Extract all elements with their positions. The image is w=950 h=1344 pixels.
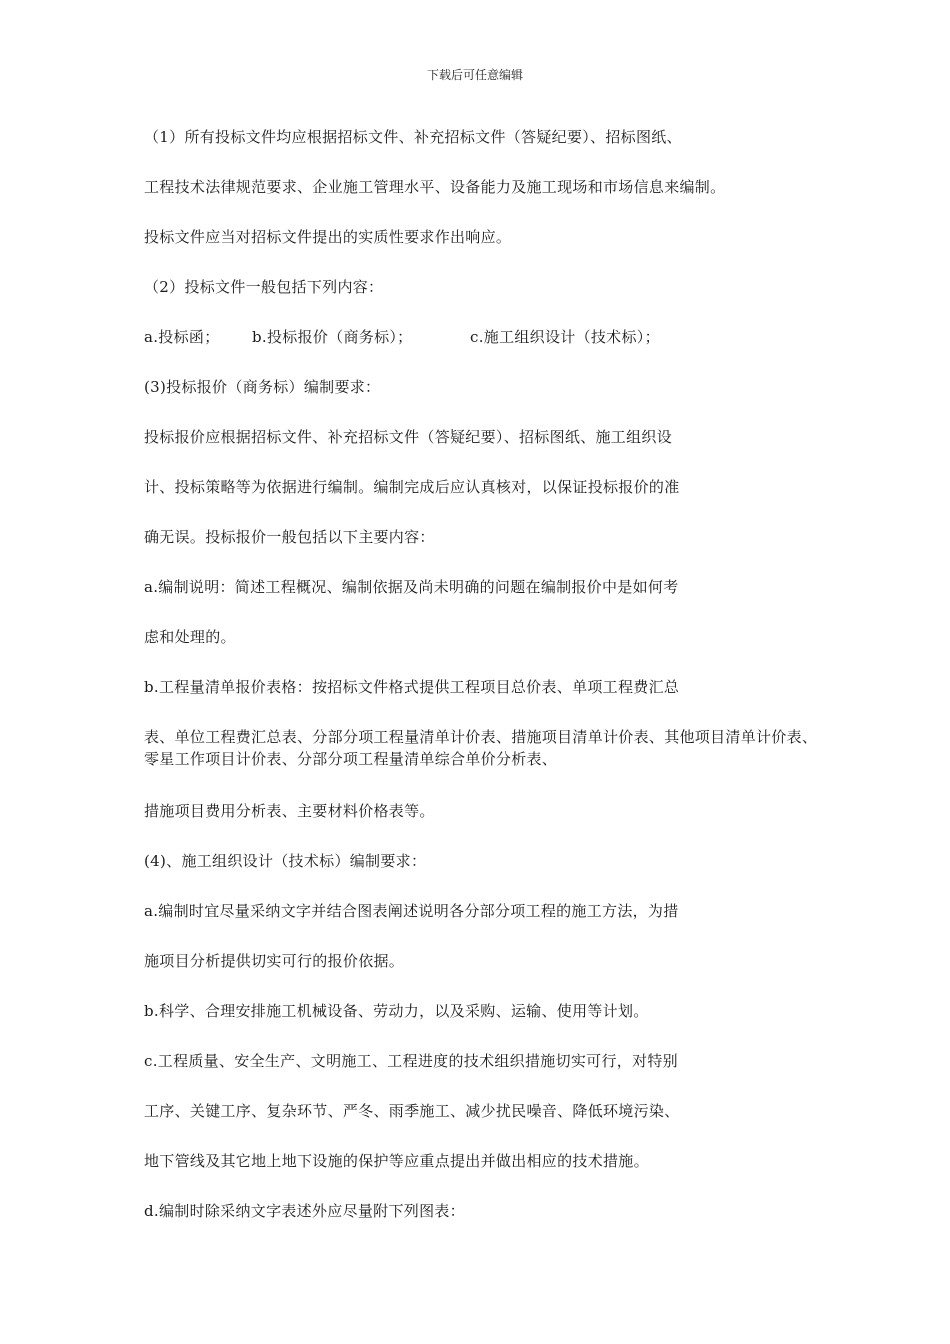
paragraph-line: 工序、关键工序、复杂环节、严冬、雨季施工、减少扰民噪音、降低环境污染、: [144, 1102, 680, 1120]
content-item: a.投标函；: [144, 328, 220, 346]
paragraph-line: a.编制时宜尽量采纳文字并结合图表阐述说明各分部分项工程的施工方法，为措: [144, 902, 679, 920]
content-item: b.投标报价（商务标）；: [252, 328, 413, 346]
content-items-line: [144, 326, 660, 348]
paragraph-line: 措施项目费用分析表、主要材料价格表等。: [144, 802, 435, 820]
paragraph-line: 投标报价应根据招标文件、补充招标文件（答疑纪要）、招标图纸、施工组织设: [144, 428, 673, 446]
paragraph-line: c.工程质量、安全生产、文明施工、工程进度的技术组织措施切实可行，对特别: [144, 1052, 678, 1070]
paragraph-line: （1）所有投标文件均应根据招标文件、补充招标文件（答疑纪要）、招标图纸、: [144, 128, 682, 146]
paragraph-line: b.工程量清单报价表格：按招标文件格式提供工程项目总价表、单项工程费汇总: [144, 678, 680, 696]
paragraph-line: 确无误。投标报价一般包括以下主要内容：: [144, 528, 435, 546]
paragraph-line: 地下管线及其它地上地下设施的保护等应重点提出并做出相应的技术措施。: [144, 1152, 649, 1170]
paragraph-line: 投标文件应当对招标文件提出的实质性要求作出响应。: [144, 228, 512, 246]
paragraph-line: 表、单位工程费汇总表、分部分项工程量清单计价表、措施项目清单计价表、其他项目清单计价表、零星工作项目计价表、分部分项工程量清单综合单价分析表、: [144, 728, 818, 768]
paragraph-line: 虑和处理的。: [144, 628, 236, 646]
section-heading: (3)投标报价（商务标）编制要求：: [144, 378, 381, 396]
paragraph-line: （2）投标文件一般包括下列内容：: [144, 278, 384, 296]
paragraph-line: 施项目分析提供切实可行的报价依据。: [144, 952, 405, 970]
section-heading: (4)、施工组织设计（技术标）编制要求：: [144, 852, 427, 870]
page-header: 下载后可任意编辑: [426, 68, 523, 82]
content-item: c.施工组织设计（技术标）；: [470, 328, 660, 346]
paragraph-line: b.科学、合理安排施工机械设备、劳动力，以及采购、运输、使用等计划。: [144, 1002, 649, 1020]
paragraph-line: d.编制时除采纳文字表述外应尽量附下列图表：: [144, 1202, 465, 1220]
paragraph-line: 计、投标策略等为依据进行编制。编制完成后应认真核对，以保证投标报价的准: [144, 478, 680, 496]
paragraph-line: 工程技术法律规范要求、企业施工管理水平、设备能力及施工现场和市场信息来编制。: [144, 178, 726, 196]
paragraph-line: a.编制说明：简述工程概况、编制依据及尚未明确的问题在编制报价中是如何考: [144, 578, 679, 596]
